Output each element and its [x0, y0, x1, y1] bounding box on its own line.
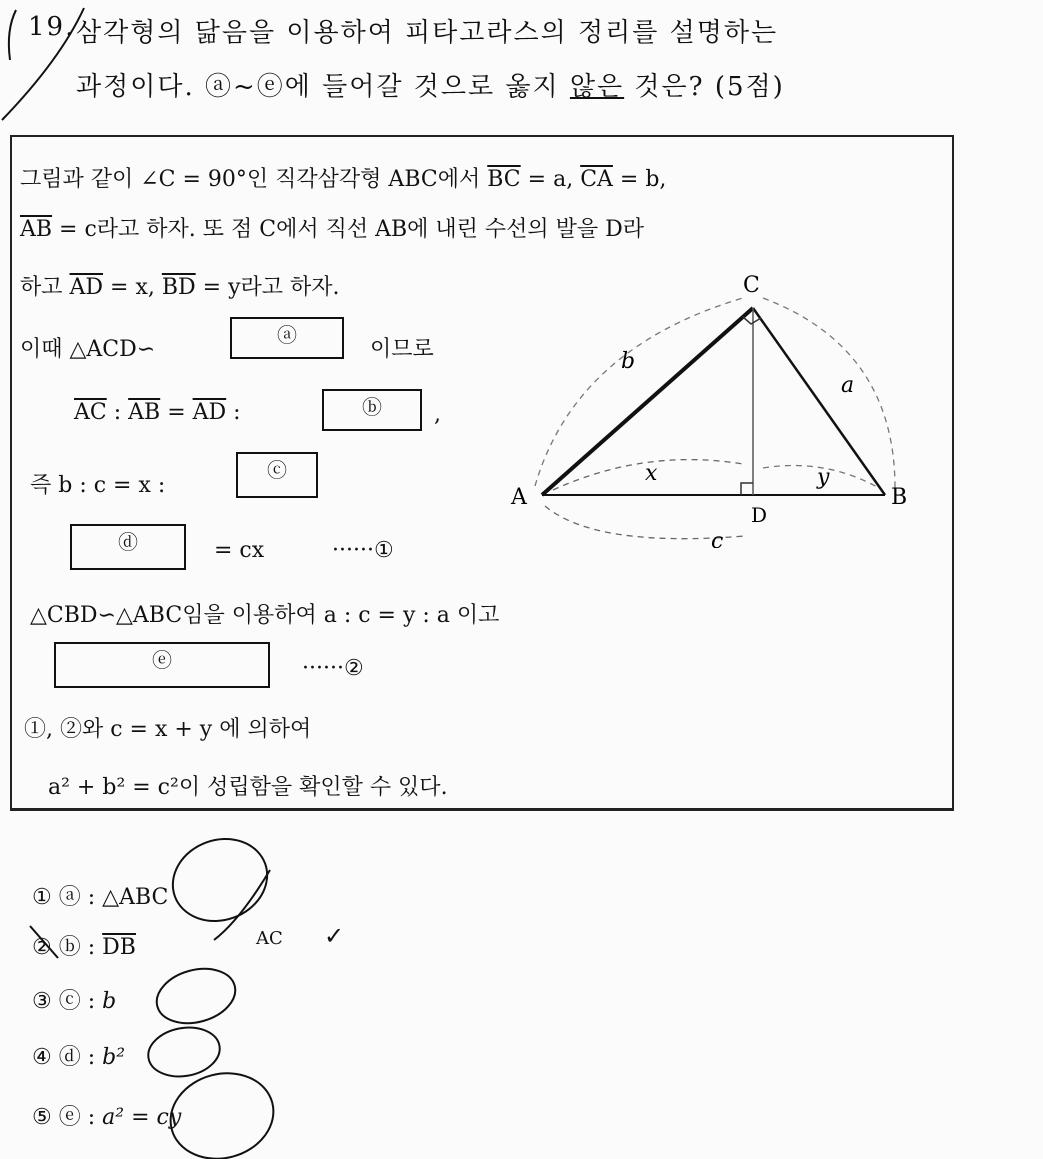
option-answer: b²: [102, 1045, 126, 1070]
option-4[interactable]: ④ ⓓ : b²: [32, 1045, 126, 1070]
box-line-3: [20, 270, 340, 301]
option-answer: $\overline{DB}$: [102, 935, 136, 960]
circle-mark-3: [151, 961, 242, 1032]
segment-bd: $\overline{BD}$: [161, 275, 196, 300]
option-answer: b: [102, 989, 117, 1014]
eq-label-1: ······①: [332, 538, 394, 563]
side-label-a: a: [841, 373, 855, 398]
segment-ab: $\overline{AB}$: [20, 217, 53, 242]
arc-b: [535, 298, 743, 486]
option-number: ②: [32, 935, 52, 960]
text: = a,: [520, 167, 581, 192]
box-line-4: 이때 △ACD∽: [20, 337, 156, 362]
text: = c라고 하자. 또 점 C에서 직선 AB에 내린 수선의 발을 D라: [52, 217, 645, 242]
segment-ad: $\overline{AD}$: [192, 400, 227, 425]
vertex-label-a: A: [511, 485, 527, 510]
question-number: 19.: [28, 12, 76, 42]
box-line-4-end: 이므로: [370, 337, 434, 362]
text: = y라고 하자.: [195, 275, 340, 300]
option-number: ①: [32, 885, 52, 910]
vertex-label-b: B: [891, 485, 908, 510]
text: =: [160, 400, 193, 425]
box-line-5: [74, 400, 241, 425]
circle-mark-4: [144, 1022, 223, 1082]
segment-ad: $\overline{AD}$: [69, 275, 104, 300]
text: = x,: [103, 275, 162, 300]
option-blank: ⓑ: [58, 935, 81, 960]
question-text-line1: 삼각형의 닮음을 이용하여 피타고라스의 정리를 설명하는: [76, 18, 779, 48]
arc-a: [763, 298, 895, 488]
box-line-8: △CBD∽△ABC임을 이용하여 a : c = y : a 이고: [30, 603, 500, 628]
option-blank: ⓐ: [58, 885, 81, 910]
text: = b,: [612, 167, 667, 192]
option-blank: ⓔ: [58, 1105, 81, 1130]
text: :: [106, 400, 129, 425]
segment-bc: $\overline{BC}$: [487, 167, 521, 192]
text: 하고: [20, 275, 70, 300]
box-line-7: = cx: [214, 538, 265, 563]
option-blank: ⓒ: [58, 989, 81, 1014]
text: :: [226, 400, 241, 425]
handwritten-check-icon: ✓: [324, 922, 345, 950]
handwritten-note-ac: AC: [256, 928, 283, 949]
question-text-part: 것은? (5점): [624, 72, 785, 102]
text: 그림과 같이 ∠C = 90°인 직각삼각형 ABC에서: [20, 167, 488, 192]
blank-a: ⓐ: [230, 317, 344, 359]
blank-b: ⓑ: [322, 389, 422, 431]
vertex-label-d: D: [751, 503, 768, 527]
blank-c: ⓒ: [236, 452, 318, 498]
box-line-5-comma: ,: [434, 402, 441, 427]
option-blank: ⓓ: [58, 1045, 81, 1070]
question-text-line2: [76, 66, 785, 103]
right-triangle-figure: [505, 258, 925, 548]
circle-mark-1: [161, 826, 279, 934]
eq-label-2: ······②: [302, 656, 364, 681]
blank-d: ⓓ: [70, 524, 186, 570]
segment-label-y: y: [817, 465, 830, 490]
segment-label-x: x: [645, 461, 658, 486]
vertex-label-c: C: [743, 273, 760, 298]
question-emphasis: 않은: [569, 72, 625, 102]
option-1[interactable]: ① ⓐ : △ABC: [32, 885, 169, 910]
option-answer: △ABC: [102, 885, 169, 910]
option-answer: a² = cy: [102, 1105, 182, 1130]
option-3[interactable]: ③ ⓒ : b: [32, 989, 117, 1014]
option-number: ⑤: [32, 1105, 52, 1130]
blank-e: ⓔ: [54, 642, 270, 688]
side-label-b: b: [621, 349, 636, 374]
option-5[interactable]: ⑤ ⓔ : a² = cy: [32, 1105, 182, 1130]
option-2[interactable]: ② ⓑ : $\overline{DB}$: [32, 935, 136, 960]
box-line-2: [20, 212, 644, 243]
box-line-10: ①, ②와 c = x + y 에 의하여: [24, 717, 312, 742]
segment-ab: $\overline{AB}$: [128, 400, 161, 425]
box-line-11: a² + b² = c²이 성립함을 확인할 수 있다.: [48, 775, 448, 800]
box-line-6: 즉 b : c = x :: [30, 473, 166, 498]
question-text-part: 과정이다. ⓐ~ⓔ에 들어갈 것으로 옳지: [76, 72, 570, 102]
bracket-mark: [9, 10, 16, 60]
segment-ca: $\overline{CA}$: [580, 167, 613, 192]
option-number: ③: [32, 989, 52, 1014]
side-label-c: c: [711, 529, 724, 548]
option-number: ④: [32, 1045, 52, 1070]
right-angle-c: [743, 317, 761, 324]
segment-ac: $\overline{AC}$: [74, 400, 107, 425]
right-angle-d: [741, 483, 753, 495]
box-line-1: [20, 162, 666, 193]
